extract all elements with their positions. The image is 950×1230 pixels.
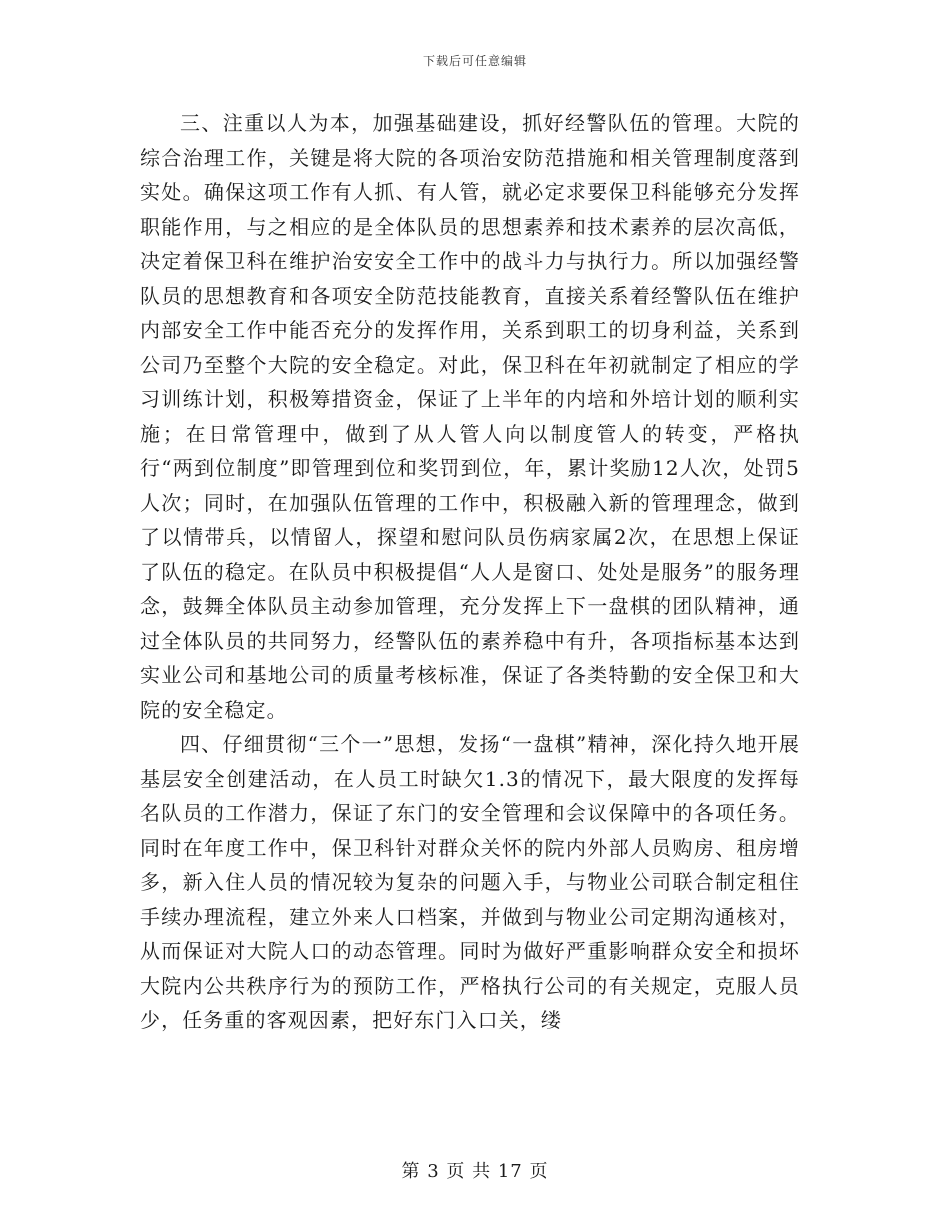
paragraph-section-four: 四、仔细贯彻“三个一”思想，发扬“一盘棋”精神，深化持久地开展基层安全创建活动，在人员工时缺欠1.3的情况下，最大限度的发挥每名队员的工作潜力，保证了东门的安全管理和会议保障中的各项任务。同时在年度工作中，保卫科针对群众关怀的院内外部人员购房、租房增多，新入住人员的情况较为复杂的问题入手，与物业公司联合制定租住手续办理流程，建立外来人口档案，并做到与物业公司定期沟通核对，从而保证对大院人口的动态管理。同时为做好严重影响群众安全和损坏大院内公共秩序行为的预防工作，严格执行公司的有关规定，克服人员少，任务重的客观因素，把好东门入口关，缕 bbox=[140, 732, 800, 1032]
page-header: 下载后可任意编辑 bbox=[422, 54, 527, 68]
page-number-footer: 第 3 页 共 17 页 bbox=[401, 1161, 549, 1182]
document-body bbox=[140, 106, 800, 1038]
paragraph-section-three: 三、注重以人为本，加强基础建设，抓好经警队伍的管理。大院的综合治理工作，关键是将大院的各项治安防范措施和相关管理制度落到实处。确保这项工作有人抓、有人管，就必定求要保卫科能够充分发挥职能作用，与之相应的是全体队员的思想素养和技术素养的层次高低，决定着保卫科在维护治安安全工作中的战斗力与执行力。所以加强经警队员的思想教育和各项安全防范技能教育，直接关系着经警队伍在维护内部安全工作中能否充分的发挥作用，关系到职工的切身利益，关系到公司乃至整个大院的安全稳定。对此，保卫科在年初就制定了相应的学习训练计划，积极筹措资金，保证了上半年的内培和外培计划的顺利实施；在日常管理中，做到了从人管人向以制度管人的转变，严格执行“两到位制度”即管理到位和奖罚到位，年，累计奖励12人次，处罚5人次；同时，在加强队伍管理的工作中，积极融入新的管理理念，做到了以情带兵，以情留人，探望和慰问队员伤病家属2次，在思想上保证了队伍的稳定。在队员中积极提倡“人人是窗口、处处是服务”的服务理念，鼓舞全体队员主动参加管理，充分发挥上下一盘棋的团队精神，通过全体队员的共同努力，经警队伍的素养稳中有升，各项指标基本达到实业公司和基地公司的质量考核标准，保证了各类特勤的安全保卫和大院的安全稳定。 bbox=[140, 111, 800, 722]
